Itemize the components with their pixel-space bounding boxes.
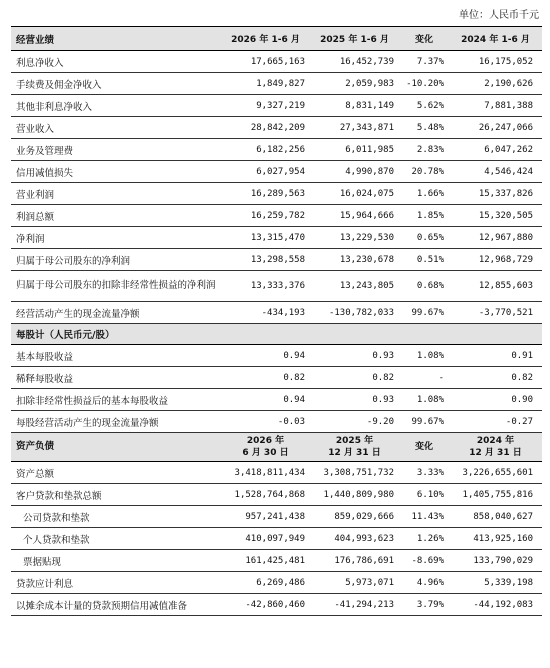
ops-row	[11, 161, 542, 183]
assets-change: 1.26%	[399, 528, 449, 550]
assets-row	[11, 594, 542, 616]
per-share-value-b: 0.93	[310, 345, 399, 367]
ops-label: 营业利润	[11, 183, 221, 205]
ops-value-b: 6,011,985	[310, 139, 399, 161]
per-share-change: 1.08%	[399, 389, 449, 411]
ops-value-c: 7,881,388	[449, 95, 542, 117]
ops-value-b: 15,964,666	[310, 205, 399, 227]
ops-value-b: 16,452,739	[310, 51, 399, 73]
per-share-value-b: 0.93	[310, 389, 399, 411]
assets-value-a: 6,269,486	[221, 572, 310, 594]
date-year: 2026 年	[246, 436, 285, 446]
assets-header-row	[11, 433, 542, 462]
ops-row	[11, 271, 542, 302]
ops-row	[11, 95, 542, 117]
assets-label: 以摊余成本计量的贷款预期信用减值准备	[11, 594, 221, 616]
ops-value-b: -130,782,033	[310, 302, 399, 324]
ops-label: 利息净收入	[11, 51, 221, 73]
ops-value-a: 17,665,163	[221, 51, 310, 73]
assets-value-b: 1,440,809,980	[310, 484, 399, 506]
per-share-value-c: 0.91	[449, 345, 542, 367]
ops-label: 归属于母公司股东的净利润	[11, 249, 221, 271]
per-share-row	[11, 345, 542, 367]
assets-row	[11, 572, 542, 594]
assets-value-a: -42,860,460	[221, 594, 310, 616]
ops-value-a: 13,333,376	[221, 271, 310, 302]
ops-value-a: 16,259,782	[221, 205, 310, 227]
assets-value-c: 413,925,160	[449, 528, 542, 550]
assets-value-b: 176,786,691	[310, 550, 399, 572]
assets-row	[11, 550, 542, 572]
assets-header-date-b	[310, 433, 399, 462]
assets-row	[11, 484, 542, 506]
ops-row	[11, 139, 542, 161]
ops-change: 20.78%	[399, 161, 449, 183]
per-share-header: 每股计（人民币元/股）	[11, 324, 542, 345]
ops-header-year-c: 2024 年 1-6 月	[449, 27, 542, 51]
date-day: 6 月 30 日	[242, 448, 289, 458]
date-year: 2025 年	[335, 436, 374, 446]
ops-value-a: 13,315,470	[221, 227, 310, 249]
assets-change: 3.79%	[399, 594, 449, 616]
assets-change: 6.10%	[399, 484, 449, 506]
assets-value-b: 404,993,623	[310, 528, 399, 550]
assets-value-c: -44,192,083	[449, 594, 542, 616]
ops-header-row	[11, 27, 542, 51]
per-share-value-c: 0.82	[449, 367, 542, 389]
ops-value-b: 16,024,075	[310, 183, 399, 205]
assets-value-a: 410,097,949	[221, 528, 310, 550]
ops-row	[11, 227, 542, 249]
assets-header-label: 资产负债	[11, 433, 221, 462]
ops-value-c: 26,247,066	[449, 117, 542, 139]
ops-change: 7.37%	[399, 51, 449, 73]
financial-summary-table	[11, 26, 542, 616]
assets-row	[11, 528, 542, 550]
per-share-value-a: 0.94	[221, 345, 310, 367]
ops-row	[11, 73, 542, 95]
per-share-value-c: 0.90	[449, 389, 542, 411]
ops-value-b: 8,831,149	[310, 95, 399, 117]
assets-value-b: 5,973,071	[310, 572, 399, 594]
per-share-change: -	[399, 367, 449, 389]
ops-value-c: -3,770,521	[449, 302, 542, 324]
ops-change: 1.85%	[399, 205, 449, 227]
ops-row	[11, 205, 542, 227]
ops-change: 1.66%	[399, 183, 449, 205]
ops-value-a: 28,842,209	[221, 117, 310, 139]
assets-value-a: 161,425,481	[221, 550, 310, 572]
ops-change: 2.83%	[399, 139, 449, 161]
ops-value-c: 16,175,052	[449, 51, 542, 73]
ops-label: 业务及管理费	[11, 139, 221, 161]
ops-value-c: 12,855,603	[449, 271, 542, 302]
ops-change: 5.62%	[399, 95, 449, 117]
ops-label: 经营活动产生的现金流量净额	[11, 302, 221, 324]
ops-label: 营业收入	[11, 117, 221, 139]
ops-value-a: 6,182,256	[221, 139, 310, 161]
ops-label: 信用减值损失	[11, 161, 221, 183]
assets-value-c: 858,040,627	[449, 506, 542, 528]
ops-label: 手续费及佣金净收入	[11, 73, 221, 95]
ops-header-change: 变化	[399, 27, 449, 51]
assets-value-a: 3,418,811,434	[221, 462, 310, 484]
ops-change: -10.20%	[399, 73, 449, 95]
assets-value-b: -41,294,213	[310, 594, 399, 616]
per-share-header-row	[11, 324, 542, 345]
ops-label: 利润总额	[11, 205, 221, 227]
ops-change: 0.68%	[399, 271, 449, 302]
ops-value-c: 2,190,626	[449, 73, 542, 95]
per-share-change: 99.67%	[399, 411, 449, 433]
per-share-value-b: -9.20	[310, 411, 399, 433]
per-share-value-a: 0.94	[221, 389, 310, 411]
assets-change: 4.96%	[399, 572, 449, 594]
per-share-row	[11, 411, 542, 433]
date-year: 2024 年	[476, 436, 515, 446]
date-day: 12 月 31 日	[328, 448, 381, 458]
date-day: 12 月 31 日	[469, 448, 522, 458]
assets-label: 个人贷款和垫款	[11, 528, 221, 550]
per-share-change: 1.08%	[399, 345, 449, 367]
ops-row	[11, 249, 542, 271]
assets-label: 票据贴现	[11, 550, 221, 572]
assets-value-a: 957,241,438	[221, 506, 310, 528]
per-share-row	[11, 389, 542, 411]
ops-value-b: 13,243,805	[310, 271, 399, 302]
assets-value-c: 5,339,198	[449, 572, 542, 594]
assets-label: 贷款应计利息	[11, 572, 221, 594]
per-share-label: 基本每股收益	[11, 345, 221, 367]
ops-label: 其他非利息净收入	[11, 95, 221, 117]
ops-change: 0.51%	[399, 249, 449, 271]
ops-header-year-a: 2026 年 1-6 月	[221, 27, 310, 51]
ops-value-b: 13,229,530	[310, 227, 399, 249]
assets-label: 资产总额	[11, 462, 221, 484]
ops-value-b: 4,990,870	[310, 161, 399, 183]
ops-row	[11, 302, 542, 324]
assets-header-change: 变化	[399, 433, 449, 462]
per-share-label: 每股经营活动产生的现金流量净额	[11, 411, 221, 433]
assets-change: -8.69%	[399, 550, 449, 572]
assets-change: 3.33%	[399, 462, 449, 484]
ops-header-label: 经营业绩	[11, 27, 221, 51]
ops-value-c: 15,320,505	[449, 205, 542, 227]
assets-value-c: 1,405,755,816	[449, 484, 542, 506]
ops-value-a: 9,327,219	[221, 95, 310, 117]
assets-row	[11, 462, 542, 484]
assets-value-b: 3,308,751,732	[310, 462, 399, 484]
assets-label: 客户贷款和垫款总额	[11, 484, 221, 506]
per-share-label: 扣除非经常性损益后的基本每股收益	[11, 389, 221, 411]
unit-note: 单位：人民币千元	[459, 10, 539, 21]
ops-change: 5.48%	[399, 117, 449, 139]
ops-value-a: 6,027,954	[221, 161, 310, 183]
per-share-value-c: -0.27	[449, 411, 542, 433]
ops-value-a: 1,849,827	[221, 73, 310, 95]
per-share-label: 稀释每股收益	[11, 367, 221, 389]
ops-value-a: -434,193	[221, 302, 310, 324]
ops-row	[11, 117, 542, 139]
ops-value-c: 12,968,729	[449, 249, 542, 271]
ops-value-b: 27,343,871	[310, 117, 399, 139]
ops-value-b: 13,230,678	[310, 249, 399, 271]
per-share-value-a: 0.82	[221, 367, 310, 389]
assets-label: 公司贷款和垫款	[11, 506, 221, 528]
assets-value-b: 859,029,666	[310, 506, 399, 528]
per-share-value-a: -0.03	[221, 411, 310, 433]
ops-value-a: 13,298,558	[221, 249, 310, 271]
per-share-row	[11, 367, 542, 389]
assets-header-date-a	[221, 433, 310, 462]
assets-value-a: 1,528,764,868	[221, 484, 310, 506]
assets-value-c: 3,226,655,601	[449, 462, 542, 484]
assets-value-c: 133,790,029	[449, 550, 542, 572]
ops-row	[11, 183, 542, 205]
assets-header-date-c	[449, 433, 542, 462]
ops-value-c: 4,546,424	[449, 161, 542, 183]
ops-change: 99.67%	[399, 302, 449, 324]
ops-value-c: 15,337,826	[449, 183, 542, 205]
assets-change: 11.43%	[399, 506, 449, 528]
assets-row	[11, 506, 542, 528]
ops-value-c: 6,047,262	[449, 139, 542, 161]
ops-change: 0.65%	[399, 227, 449, 249]
ops-value-a: 16,289,563	[221, 183, 310, 205]
per-share-value-b: 0.82	[310, 367, 399, 389]
ops-value-c: 12,967,880	[449, 227, 542, 249]
ops-value-b: 2,059,983	[310, 73, 399, 95]
ops-label: 净利润	[11, 227, 221, 249]
ops-row	[11, 51, 542, 73]
ops-label: 归属于母公司股东的扣除非经常性损益的净利润	[11, 271, 221, 302]
ops-header-year-b: 2025 年 1-6 月	[310, 27, 399, 51]
